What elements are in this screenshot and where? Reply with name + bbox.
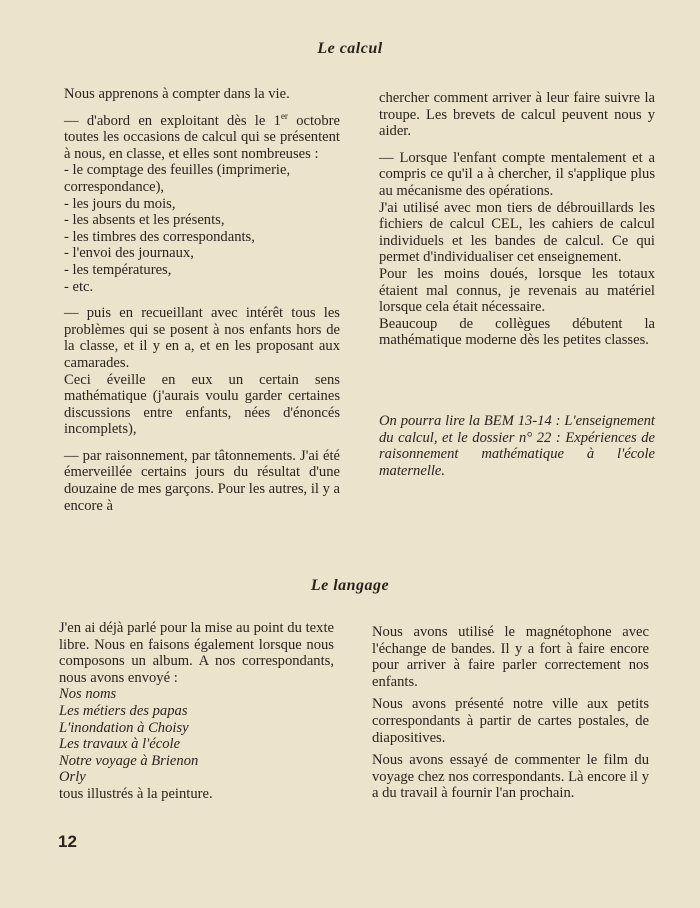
calcul-p1-start: — d'abord en exploitant dès le 1 (64, 112, 281, 129)
album-title: Nos noms (59, 686, 117, 703)
calcul-item: - les jours du mois, (64, 195, 176, 212)
calcul-item: - les températures, (64, 261, 172, 278)
section-title-langage: Le langage (310, 577, 390, 594)
album-title: Orly (59, 769, 86, 786)
section-title-calcul: Le calcul (317, 40, 383, 57)
calcul-left-column (64, 86, 340, 514)
langage-right-column (372, 624, 649, 802)
calcul-p1-rest: octobre toutes les occasions de calcul qui se présentent à nous, en classe, et elles sont nombreuses : (64, 112, 340, 162)
calcul-item: - le comptage des feuilles (imprimerie, correspondance), (64, 162, 291, 195)
calcul-right-paragraph-4: Pour les moins doués, lorsque les totaux étaient mal connus, je revenais au matériel lorsque cela était nécessaire. (379, 265, 655, 316)
calcul-item: - les timbres des correspondants, (64, 228, 255, 245)
page-number: 12 (58, 832, 77, 851)
calcul-reading-note: On pourra lire la BEM 13-14 : L'enseignement du calcul, et le dossier n° 22 : Expériences de raisonnement mathématique à l'école maternelle. (379, 412, 655, 479)
calcul-item: - etc. (64, 278, 94, 295)
langage-paragraph-1: J'en ai déjà parlé pour la mise au point du texte libre. Nous en faisons également lorsque nous composons un album. A nos correspondants, nous avons envoyé : (59, 620, 334, 686)
langage-right-paragraph-2: Nous avons présenté notre ville aux petits correspondants à partir de cartes postales, de diapositives. (372, 696, 649, 746)
calcul-right-paragraph-1: chercher comment arriver à leur faire suivre la troupe. Les brevets de calcul peuvent nous y aider. (379, 90, 655, 140)
calcul-right-column (379, 90, 655, 479)
album-title: L'inondation à Choisy (59, 719, 189, 736)
calcul-p1-sup: er (280, 110, 288, 121)
album-title: Les métiers des papas (59, 702, 188, 719)
langage-right-paragraph-1: Nous avons utilisé le magnétophone avec l'échange de bandes. Il y a fort à faire encore pour arriver à faire parler correctement nos enfants. (372, 624, 649, 690)
calcul-paragraph-1 (64, 110, 340, 163)
album-title: Les travaux à l'école (59, 736, 181, 753)
calcul-paragraph-2: — puis en recueillant avec intérêt tous les problèmes qui se posent à nos enfants hors de la classe, et il y en a, et en les proposant aux camarades. (64, 305, 340, 371)
calcul-right-paragraph-2: — Lorsque l'enfant compte mentalement et a compris ce qu'il a à chercher, il s'applique plus au mécanisme des opérations. (379, 149, 655, 199)
calcul-right-paragraph-5: Beaucoup de collègues débutent la mathématique moderne dès les petites classes. (379, 315, 655, 349)
calcul-right-paragraph-3: J'ai utilisé avec mon tiers de débrouillards les fichiers de calcul CEL, les cahiers de calcul individuels et les bandes de calcul. Ce qui permet d'individualiser cet enseignement. (379, 199, 655, 266)
calcul-paragraph-4: — par raisonnement, par tâtonnements. J'ai été émerveillée certains jours du résultat d'une douzaine de mes garçons. Pour les autres, il y a encore à (64, 447, 340, 514)
langage-paragraph-2: tous illustrés à la peinture. (59, 785, 213, 802)
langage-right-paragraph-3: Nous avons essayé de commenter le film du voyage chez nos correspondants. Là encore il y a du travail à fournir l'an prochain. (372, 752, 649, 802)
calcul-item: - les absents et les présents, (64, 212, 225, 229)
langage-left-column (59, 620, 334, 803)
calcul-item: - l'envoi des journaux, (64, 245, 194, 262)
calcul-paragraph-3: Ceci éveille en eux un certain sens mathématique (j'aurais voulu garder certaines discussions entre enfants, nées d'énoncés incomplets), (64, 371, 340, 438)
calcul-intro: Nous apprenons à compter dans la vie. (64, 86, 290, 102)
album-title: Notre voyage à Brienon (59, 752, 199, 769)
